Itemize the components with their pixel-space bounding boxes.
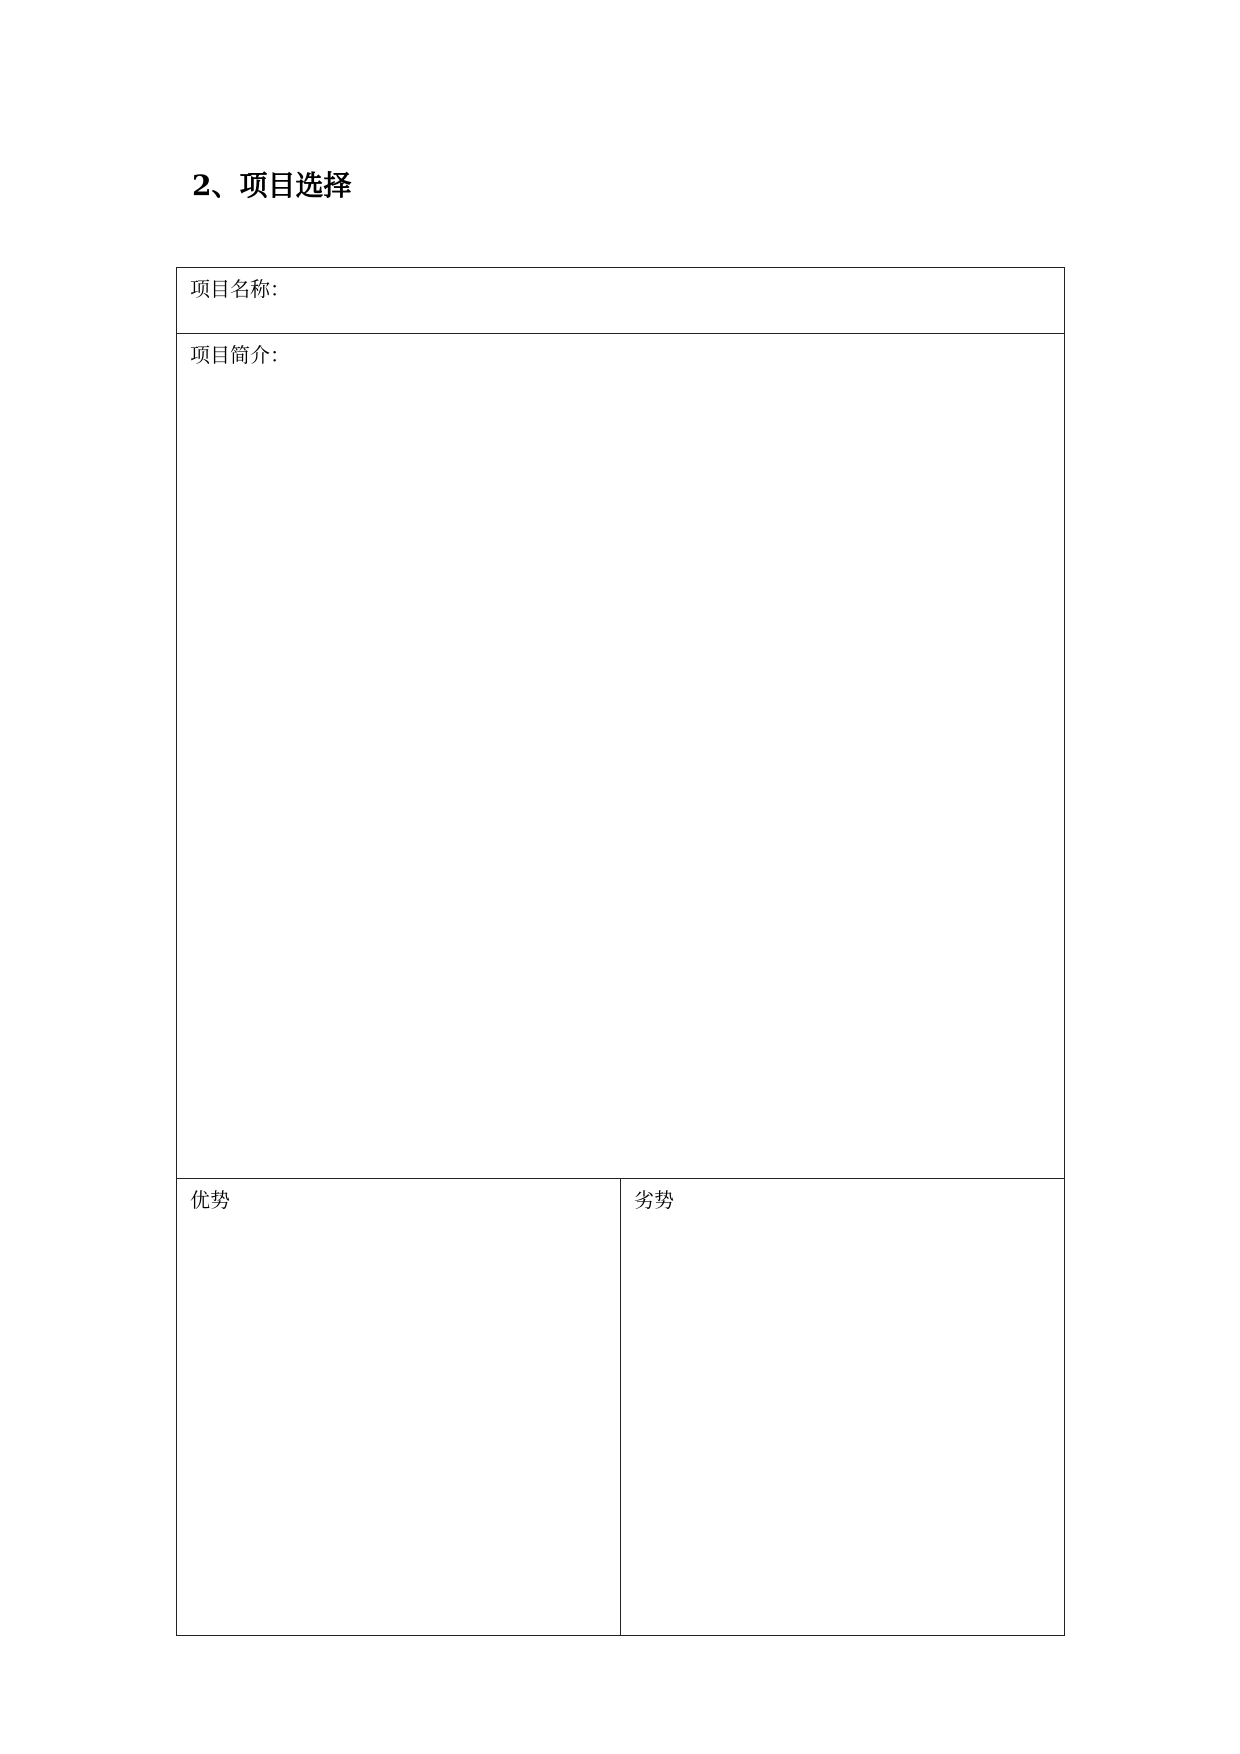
strengths-cell[interactable] <box>177 1179 621 1635</box>
weaknesses-cell[interactable] <box>621 1179 1064 1635</box>
strengths-label: 优势 <box>190 1188 230 1212</box>
project-intro-row[interactable] <box>177 334 1064 1179</box>
project-intro-label: 项目简介： <box>190 343 290 367</box>
strengths-weaknesses-row <box>177 1179 1064 1635</box>
project-selection-table <box>176 267 1065 1636</box>
weaknesses-label: 劣势 <box>634 1188 674 1212</box>
section-heading: 2、项目选择 <box>192 169 352 202</box>
project-name-row[interactable] <box>177 268 1064 334</box>
project-name-label: 项目名称： <box>190 277 290 301</box>
